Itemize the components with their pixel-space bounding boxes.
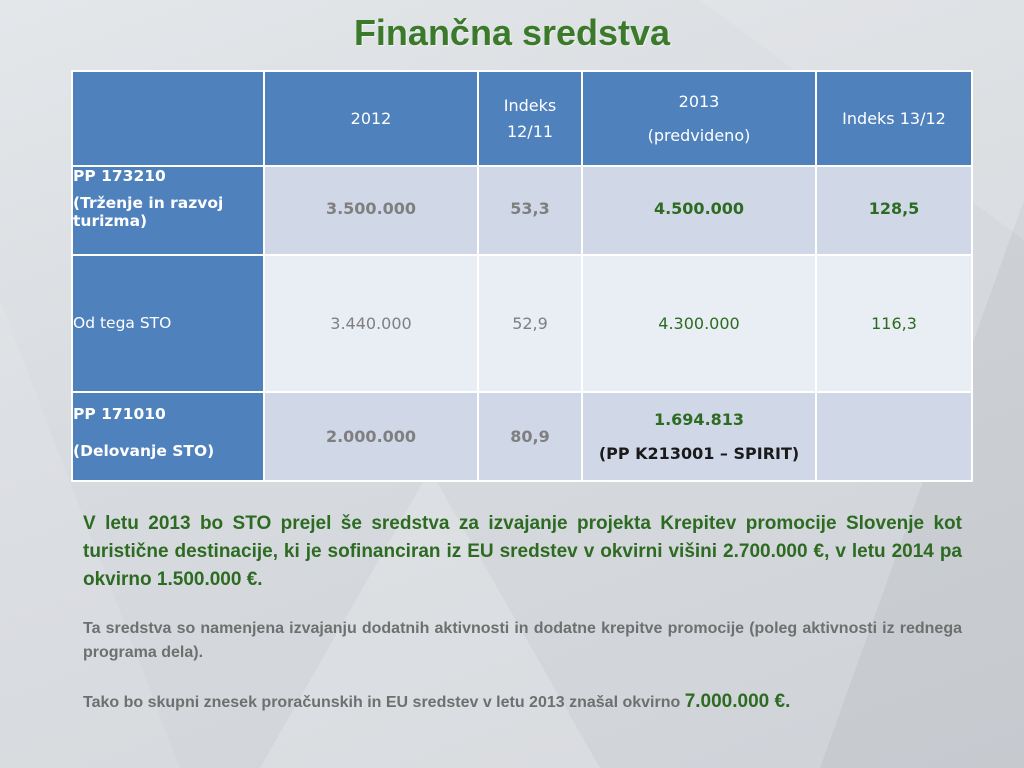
cell-2013-note: (PP K213001 – SPIRIT) [598, 443, 800, 463]
row-label-code: PP 173210 [73, 167, 166, 185]
row-label-desc: (Trženje in razvoj turizma) [73, 193, 224, 231]
paragraph-total [83, 690, 962, 715]
page-title: Finančna sredstva [353, 12, 671, 53]
cell-indeks-12-11: 53,3 [478, 166, 582, 255]
paragraph-eu-funds: V letu 2013 bo STO prejel še sredstva za izvajanje projekta Krepitev promocije Slovenje kot turistične destinacije, ki je sofinanciran iz EU sredstev v okvirni višini 2.700.000 €, v letu 2014 pa okvirno 1.500.000 €. [83, 513, 962, 590]
cell-indeks-12-11: 52,9 [478, 255, 582, 392]
header-2013 [582, 71, 816, 166]
table-row [72, 392, 972, 481]
row-label-desc: (Delovanje STO) [73, 441, 215, 460]
cell-indeks-13-12: 128,5 [816, 166, 972, 255]
cell-2012: 3.440.000 [264, 255, 478, 392]
header-indeks-12-11-label: Indeks 12/11 [503, 95, 557, 141]
cell-2013-value: 1.694.813 [653, 410, 745, 430]
cell-indeks-13-12 [816, 392, 972, 481]
cell-2013: 4.300.000 [582, 255, 816, 392]
paragraph-purpose: Ta sredstva so namenjena izvajanju dodatnih aktivnosti in dodatne krepitve promocije (poleg aktivnosti iz rednega programa dela). [83, 620, 962, 661]
header-2012: 2012 [264, 71, 478, 166]
table-header-row [72, 71, 972, 166]
row-label: Od tega STO [72, 255, 264, 392]
row-label-code: PP 171010 [73, 405, 166, 423]
cell-indeks-12-11: 80,9 [478, 392, 582, 481]
header-2013-year: 2013 [678, 92, 720, 112]
header-indeks-12-11 [478, 71, 582, 166]
header-indeks-13-12: Indeks 13/12 [816, 71, 972, 166]
cell-2013 [582, 392, 816, 481]
header-2013-note: (predvideno) [647, 125, 751, 145]
cell-2013: 4.500.000 [582, 166, 816, 255]
paragraph-total-text: Tako bo skupni znesek proračunskih in EU sredstev v letu 2013 znašal okvirno [83, 694, 681, 711]
total-amount: 7.000.000 €. [684, 691, 791, 712]
header-empty [72, 71, 264, 166]
row-label [72, 166, 264, 255]
cell-2012: 3.500.000 [264, 166, 478, 255]
table-row [72, 255, 972, 392]
row-label [72, 392, 264, 481]
financial-table [71, 70, 973, 482]
table-row [72, 166, 972, 255]
cell-indeks-13-12: 116,3 [816, 255, 972, 392]
cell-2012: 2.000.000 [264, 392, 478, 481]
